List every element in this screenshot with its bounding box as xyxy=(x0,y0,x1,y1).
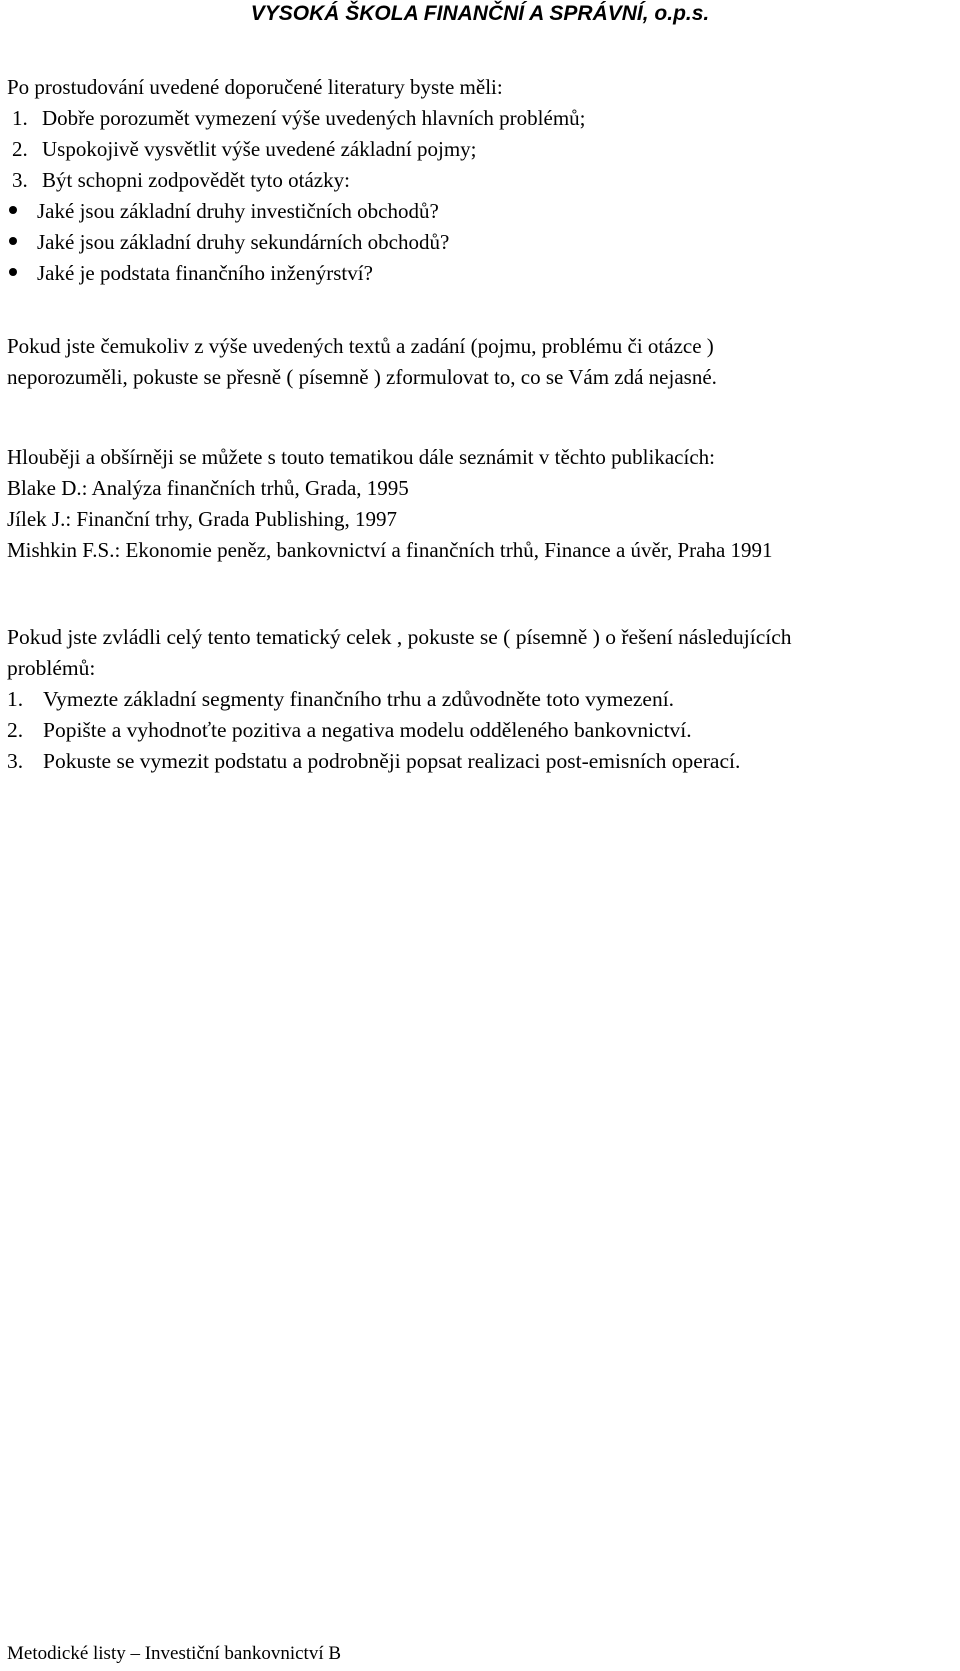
unclear-line-1: Pokud jste čemukoliv z výše uvedených textů a zadání (pojmu, problému či otázce ) xyxy=(7,334,714,358)
objective-item-2: 2. Uspokojivě vysvětlit výše uvedené základní pojmy; xyxy=(12,137,477,161)
literature-intro: Hlouběji a obšírněji se můžete s touto tematikou dále seznámit v těchto publikacích: xyxy=(7,445,715,469)
question-item-2: Jaké jsou základní druhy sekundárních obchodů? xyxy=(7,227,586,258)
task-item-2: 2. Popište a vyhodnoťte pozitiva a negativa modelu odděleného bankovnictví. xyxy=(7,718,692,742)
literature-item: Mishkin F.S.: Ekonomie peněz, bankovnictví a finančních trhů, Finance a úvěr, Praha 1991 xyxy=(7,538,773,562)
unclear-line-2: neporozuměli, pokuste se přesně ( písemně ) zformulovat to, co se Vám zdá nejasné. xyxy=(7,365,717,389)
unclear-paragraph xyxy=(7,331,717,393)
tasks-section xyxy=(7,622,792,777)
page-header: VYSOKÁ ŠKOLA FINANČNÍ A SPRÁVNÍ, o.p.s. xyxy=(250,2,710,25)
page-footer: Metodické listy – Investiční bankovnictví B xyxy=(7,1643,342,1664)
literature-item: Jílek J.: Finanční trhy, Grada Publishing, 1997 xyxy=(7,507,398,531)
question-item-3: Jaké je podstata finančního inženýrství? xyxy=(7,258,586,289)
bullet-icon xyxy=(9,206,17,214)
literature-section xyxy=(7,442,773,566)
study-intro: Po prostudování uvedené doporučené literatury byste měli: xyxy=(7,75,503,99)
task-item-3: 3. Pokuste se vymezit podstatu a podrobněji popsat realizaci post-emisních operací. xyxy=(7,749,741,773)
tasks-line-2: problémů: xyxy=(7,656,96,680)
objective-item-1: 1. Dobře porozumět vymezení výše uvedených hlavních problémů; xyxy=(12,106,586,130)
bullet-icon xyxy=(9,237,17,245)
tasks-line-1: Pokud jste zvládli celý tento tematický celek , pokuste se ( písemně ) o řešení následujících xyxy=(7,625,792,649)
bullet-icon xyxy=(9,268,17,276)
objective-item-3: 3. Být schopni zodpovědět tyto otázky: xyxy=(12,168,350,192)
literature-item: Blake D.: Analýza finančních trhů, Grada, 1995 xyxy=(7,476,409,500)
question-item-1: Jaké jsou základní druhy investičních obchodů? xyxy=(7,196,586,227)
task-item-1: 1. Vymezte základní segmenty finančního trhu a zdůvodněte toto vymezení. xyxy=(7,687,675,711)
study-objectives xyxy=(7,72,586,289)
